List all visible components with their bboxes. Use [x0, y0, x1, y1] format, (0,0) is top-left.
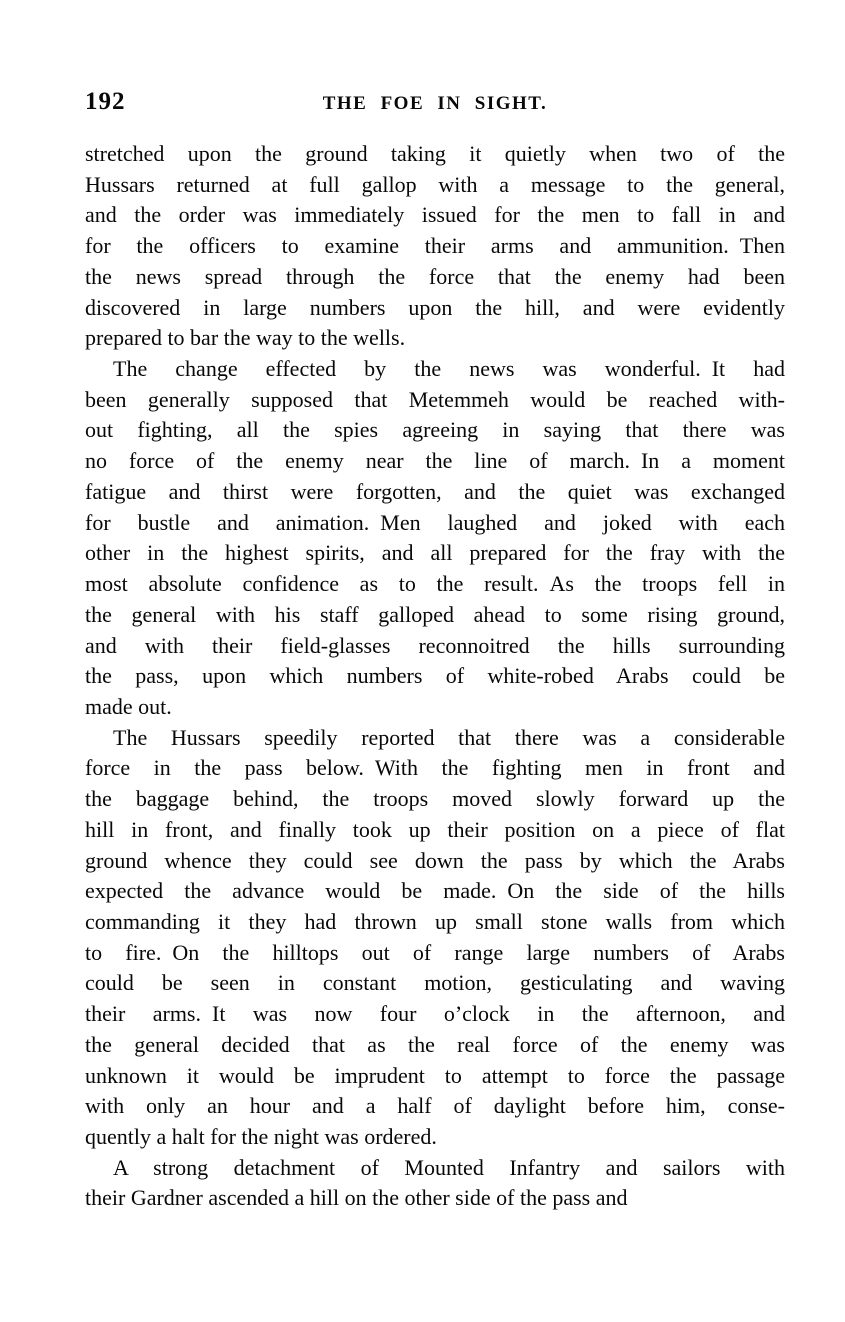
text-line: the general decided that as the real force of the enemy was [85, 1031, 785, 1057]
page-number: 192 [85, 88, 126, 115]
text-line: out fighting, all the spies agreeing in saying that there was [85, 417, 785, 443]
text-line: with only an hour and a half of daylight before him, conse- [85, 1093, 785, 1119]
running-title: THE FOE IN SIGHT. [322, 93, 548, 114]
text-line: other in the highest spirits, and all prepared for the fray with the [85, 540, 785, 566]
text-line: the general with his staff galloped ahead to some rising ground, [85, 601, 785, 627]
text-line: fatigue and thirst were forgotten, and the quiet was exchanged [85, 478, 785, 504]
text-line: made out. [85, 693, 172, 719]
text-line: no force of the enemy near the line of march. In a moment [85, 448, 785, 474]
text-line: most absolute confidence as to the result. As the troops fell in [85, 571, 785, 597]
text-line: force in the pass below. With the fighting men in front and [85, 755, 785, 781]
text-line: and the order was immediately issued for the men to fall in and [85, 202, 785, 228]
text-line: discovered in large numbers upon the hill, and were evidently [85, 294, 785, 320]
text-line: to fire. On the hilltops out of range large numbers of Arabs [85, 939, 785, 965]
page-header [85, 88, 785, 120]
text-line: The Hussars speedily reported that there was a considerable [113, 724, 785, 750]
text-line: unknown it would be imprudent to attempt to force the passage [85, 1062, 785, 1088]
text-line: Hussars returned at full gallop with a message to the general, [85, 171, 785, 197]
text-line: the news spread through the force that the enemy had been [85, 263, 785, 289]
text-line: A strong detachment of Mounted Infantry and sailors with [113, 1154, 785, 1180]
text-line: the baggage behind, the troops moved slowly forward up the [85, 786, 785, 812]
body-text [85, 139, 785, 1214]
paragraph [85, 139, 785, 354]
text-line: stretched upon the ground taking it quietly when two of the [85, 141, 785, 166]
text-line: could be seen in constant motion, gesticulating and waving [85, 970, 785, 996]
text-line: prepared to bar the way to the wells. [85, 325, 406, 351]
text-line: the pass, upon which numbers of white-robed Arabs could be [85, 663, 785, 689]
text-line: for the officers to examine their arms and ammunition. Then [85, 233, 785, 259]
text-line: expected the advance would be made. On the side of the hills [85, 878, 785, 904]
text-line: for bustle and animation. Men laughed and joked with each [85, 509, 785, 535]
text-line: quently a halt for the night was ordered. [85, 1124, 437, 1149]
text-line: ground whence they could see down the pass by which the Arabs [85, 847, 785, 873]
paragraph [85, 723, 785, 1153]
text-line: their Gardner ascended a hill on the other side of the pass and [85, 1185, 628, 1211]
paragraph [85, 1153, 785, 1214]
text-line: hill in front, and finally took up their position on a piece of flat [85, 816, 785, 842]
text-line: and with their field-glasses reconnoitred the hills surrounding [85, 632, 785, 658]
text-line: their arms. It was now four o’clock in the afternoon, and [85, 1001, 785, 1027]
text-line: The change effected by the news was wonderful. It had [113, 356, 785, 382]
text-line: commanding it they had thrown up small stone walls from which [85, 908, 785, 934]
text-line: been generally supposed that Metemmeh would be reached with- [85, 386, 785, 412]
paragraph [85, 354, 785, 723]
